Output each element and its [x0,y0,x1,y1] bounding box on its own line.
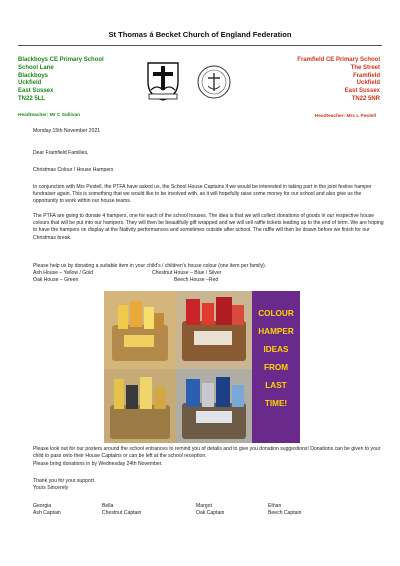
letter-subject: Christmas Colour / House Hampers [33,167,114,173]
letter-signoff: Yours Sincerely [33,485,69,491]
letter-paragraph-2: The PTFA are going to donate 4 hampers, one for each of the school houses. The idea is that we will collect donations of goods in our respective house colours that will be put into our hampers. They will then be beautifully gift wrapped and we will sell raffle tickets leading up to the end of term. We are hoping to have the hampers on display at the Nativity performances and sometimes outside after school. The raffle will then be drawn before we finish for our Christmas break. [33,213,384,241]
left-address-line: TN22 5LL [18,95,46,102]
house-oak: Oak House – Green [33,277,79,283]
right-address-line: Framfield [352,72,380,79]
signature-role: Chestnut Captain [102,510,142,517]
letter-date: Monday 15th November 2021 [33,128,101,134]
banner-word: LAST [265,381,287,390]
signature-role: Beech Captain [268,510,302,517]
left-school-name: Blackboys CE Primary School [18,57,104,63]
signature-chestnut [102,503,141,518]
letter-thanks: Thank you for your support. [33,478,96,484]
letter-paragraph-1: In conjunction with Mrs Pestell, the PTFA have asked us, the School House Captains if we would be interested in taking part in the joint festive hamper fundraiser again. This is something that we would like to be involved with, as it will hopefully raise some money for our school and also give us the opportunity to work within our house teams. [33,184,372,205]
right-headteacher: Headteacher: Mrs L Pestell [314,114,376,119]
left-school-address [18,57,104,104]
blackboys-crest-icon [145,60,181,102]
banner-word: COLOUR [258,309,294,318]
banner-word: FROM [263,363,289,372]
house-beech: Beech House –Red [174,277,219,283]
signature-name: Bella [102,503,114,509]
right-address-line: TN22 5NR [351,95,380,102]
federation-title: St Thomas á Becket Church of England Federation [108,30,292,39]
hamper-photo-red [176,291,252,369]
hamper-photo-yellow [104,291,176,369]
left-address-line: Uckfield [18,80,42,87]
signature-name: Ethan [268,503,282,509]
letter-paragraph-3: Please help us by donating a suitable item in your child’s / children’s house colour (one item per family). [33,263,267,269]
right-school-address [297,57,380,104]
signature-name: Georgia [33,503,52,509]
right-address-line: East Sussex [344,88,380,95]
house-chestnut: Chestnut House – Blue / Silver [152,270,222,276]
signature-name: Margot [196,503,212,509]
signature-role: Oak Captain [196,510,225,517]
signature-oak [196,503,224,518]
letter-deadline: Please bring donations in by Wednesday 24th November. [33,461,163,467]
left-address-line: East Sussex [18,88,54,95]
banner-word: IDEAS [263,345,289,354]
right-address-line: The Street [350,64,380,71]
signature-beech [268,503,301,518]
framfield-crest-icon [196,64,232,100]
hamper-photo-gold [104,369,176,443]
hamper-photo-blue [176,369,252,443]
letter-paragraph-4: Please look out for our posters around the school entrances to remind you of details and to give you donation suggestions! Donations can be given to your child to pass onto their House Captains or can be left at the school reception. [33,446,381,460]
signature-ash [33,503,61,518]
right-address-line: Uckfield [356,80,380,87]
left-address-line: Blackboys [18,72,49,79]
banner-word: TIME! [264,399,288,408]
letter-greeting: Dear Framfield Families, [33,150,89,156]
house-ash: Ash House – Yellow / Gold [33,270,94,276]
left-address-line: School Lane [18,64,54,71]
banner-word: HAMPER [258,327,294,336]
hamper-photo-collage [104,291,300,443]
right-school-name: Framfield CE Primary School [297,57,380,63]
signature-role: Ash Captain [33,510,61,517]
left-headteacher: Headteacher: Mr C Sullivan [18,113,81,118]
hamper-ideas-banner [252,291,300,443]
header-divider [18,45,382,46]
